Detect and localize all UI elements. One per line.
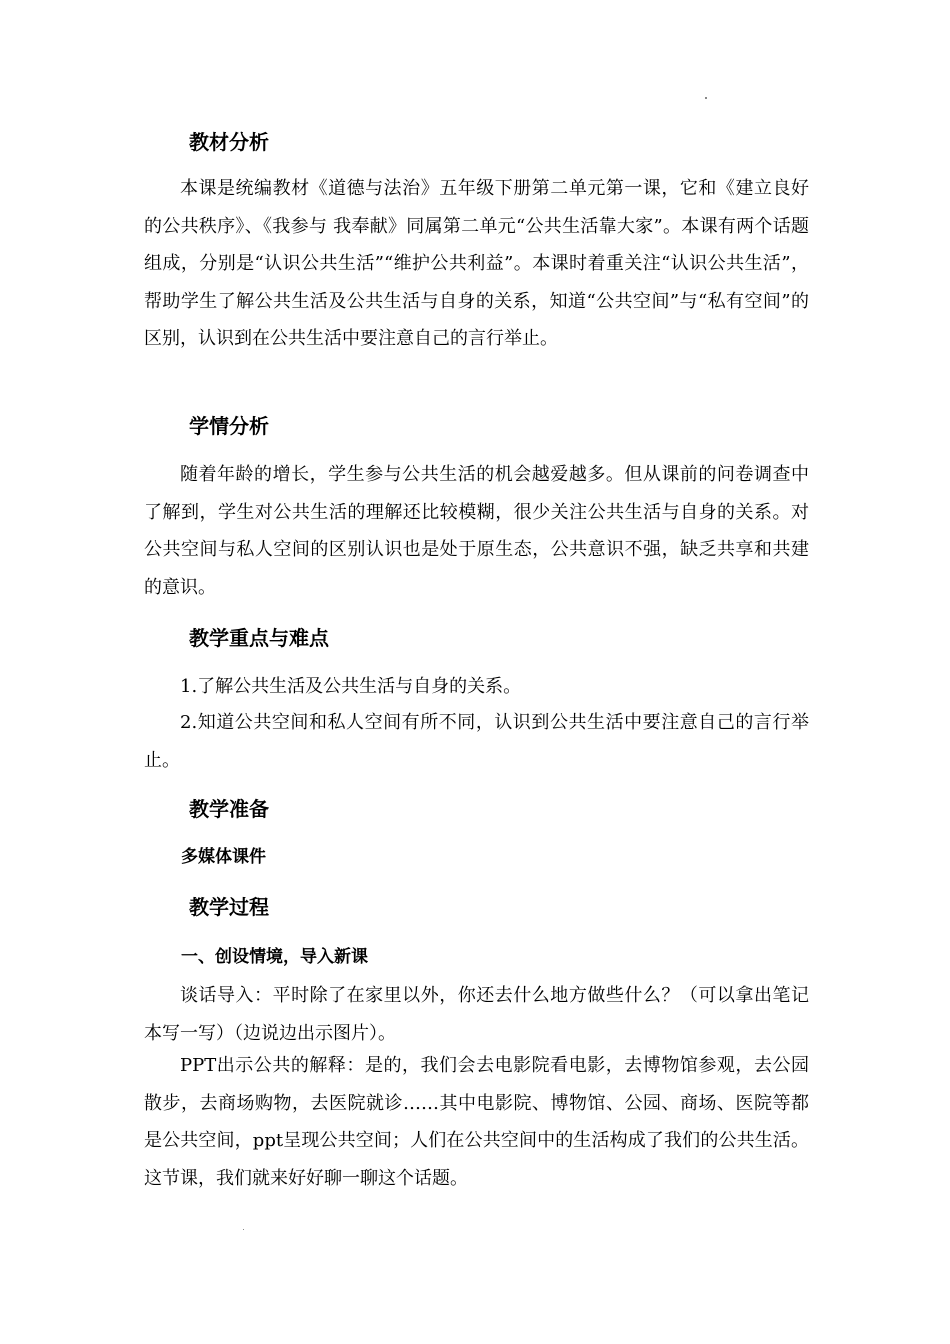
heading-process: 教学过程 (189, 895, 269, 919)
step1-title: 一、创设情境，导入新课 (181, 947, 368, 967)
heading-key-points: 教学重点与难点 (189, 626, 329, 650)
heading-material-analysis: 教材分析 (189, 130, 269, 154)
page-mark-dot (243, 1229, 244, 1230)
heading-preparation: 教学准备 (189, 797, 269, 821)
key-point-1: 1.了解公共生活及公共生活与自身的关系。 (180, 676, 522, 697)
key-point-2: 2.知道公共空间和私人空间有所不同，认识到公共生活中要注意自己的言行举止。 (144, 712, 809, 771)
heading-student-analysis: 学情分析 (189, 414, 269, 438)
paragraph-ppt-explanation: PPT出示公共的解释：是的，我们会去电影院看电影，去博物馆参观，去公园散步，去商场购物，去医院就诊……其中电影院、博物馆、公园、商场、医院等都是公共空间，ppt呈现公共空间；人们在公共空间中的生活构成了我们的公共生活。这节课，我们就来好好聊一聊这个话题。 (144, 1055, 809, 1189)
paragraph-student-analysis: 随着年龄的增长，学生参与公共生活的机会越爱越多。但从课前的问卷调查中了解到，学生对公共生活的理解还比较模糊，很少关注公共生活与自身的关系。对公共空间与私人空间的区别认识也是处于原生态，公共意识不强，缺乏共享和共建的意识。 (144, 464, 809, 598)
paragraph-material-analysis: 本课是统编教材《道德与法治》五年级下册第二单元第一课，它和《建立良好的公共秩序》、《我参与 我奉献》同属第二单元“公共生活靠大家”。本课有两个话题组成，分别是“认识公共生活”“维护公共利益”。本课时着重关注“认识公共生活”，帮助学生了解公共生活及公共生活与自身的关系，知道“公共空间”与“私有空间”的区别，认识到在公共生活中要注意自己的言行举止。 (144, 178, 809, 349)
paragraph-intro-talk: 谈话导入：平时除了在家里以外，你还去什么地方做些什么？（可以拿出笔记本写一写）（边说边出示图片）。 (144, 985, 809, 1044)
page-mark-dot (705, 97, 707, 99)
preparation-content: 多媒体课件 (181, 847, 266, 867)
